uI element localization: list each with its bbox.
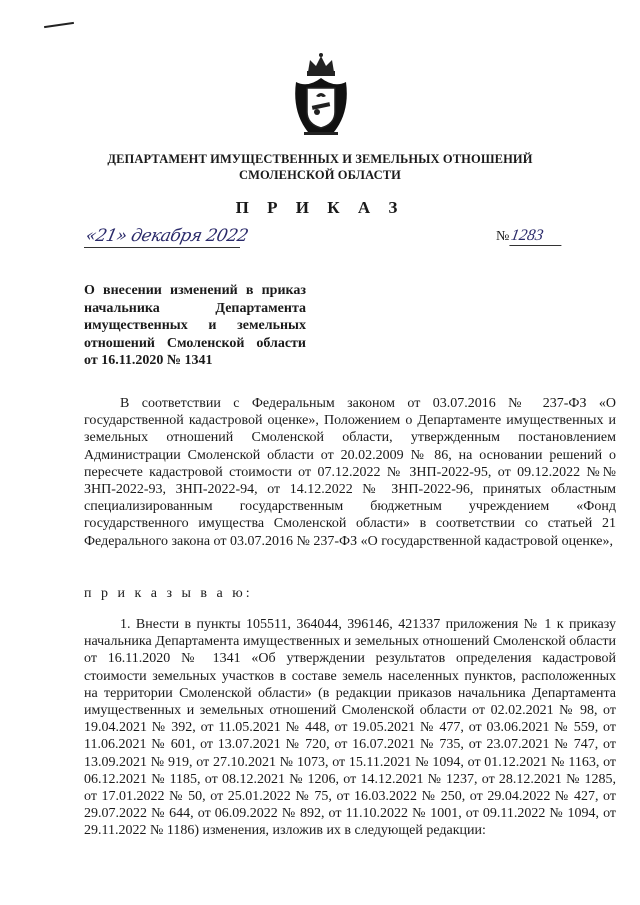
order-subject: О внесении изменений в приказ начальника Департамента имущественных и земельных отношений Смоленской области от 16.11.2020 № 1341 (84, 283, 306, 369)
order-verb: п р и к а з ы в а ю: (84, 586, 253, 601)
department-line-2: СМОЛЕНСКОЙ ОБЛАСТИ (239, 168, 401, 182)
smolensk-coat-of-arms-icon (290, 52, 352, 138)
clause-1-paragraph: 1. Внести в пункты 105511, 364044, 396146, 421337 приложения № 1 к приказу начальника Департамента имущественных и земельных отношений Смоленской области от 16.11.2020 № 1341 «Об утверждении результатов определения кадастровой стоимости земельных участков в составе земель населенных пунктов, расположенных на территории Смоленской области» (в редакции приказов начальника Департамента имущественных и земельных отношений Смоленской области от 02.02.2021 № 98, от 19.04.2021 № 392, от 11.05.2021 № 448, от 19.05.2021 № 477, от 03.06.2021 № 559, от 11.06.2021 № 601, от 13.07.2021 № 720, от 16.07.2021 № 735, от 23.07.2021 № 747, от 13.09.2021 № 919, от 27.10.2021 № 1073, от 15.11.2021 № 1094, от 01.12.2021 № 1163, от 06.12.2021 № 1185, от 08.12.2021 № 1206, от 14.12.2021 № 1237, от 28.12.2021 № 1285, от 17.01.2022 № 50, от 25.01.2022 № 75, от 16.03.2022 № 250, от 29.04.2022 № 427, от 29.07.2022 № 644, от 06.09.2022 № 892, от 11.10.2022 № 1001, от 09.11.2022 № 1094, от 29.11.2022 № 1186) изменения, изложив их в следующей редакции: (84, 617, 616, 839)
order-number (496, 227, 563, 246)
preamble-paragraph: В соответствии с Федеральным законом от 03.07.2016 № 237-ФЗ «О государственной кадастровой оценке», Положением о Департаменте имущественных и земельных отношений Смоленской области, утвержденным постановлением Администрации Смоленской области от 20.02.2009 № 86, на основании решений о пересчете кадастровой стоимости от 07.12.2022 № ЗНП-2022-95, от 09.12.2022 №№ ЗНП-2022-93, ЗНП-2022-94, от 14.12.2022 № ЗНП-2022-96, принятых областным специализированным государственным бюджетным учреждением «Фонд государственного имущества Смоленской области» в соответствии со статьей 21 Федерального закона от 03.07.2016 № 237-ФЗ «О государственной кадастровой оценке», (84, 396, 616, 549)
document-title: П Р И К А З (235, 198, 405, 217)
department-line-1: ДЕПАРТАМЕНТ ИМУЩЕСТВЕННЫХ И ЗЕМЕЛЬНЫХ ОТНОШЕНИЙ (107, 152, 533, 166)
department-header (100, 151, 540, 183)
pen-stroke-mark (44, 22, 74, 28)
handwritten-number: 1283 (510, 227, 565, 246)
handwritten-date: «21» декабря 2022 (83, 226, 250, 246)
number-sign: № (496, 229, 510, 244)
